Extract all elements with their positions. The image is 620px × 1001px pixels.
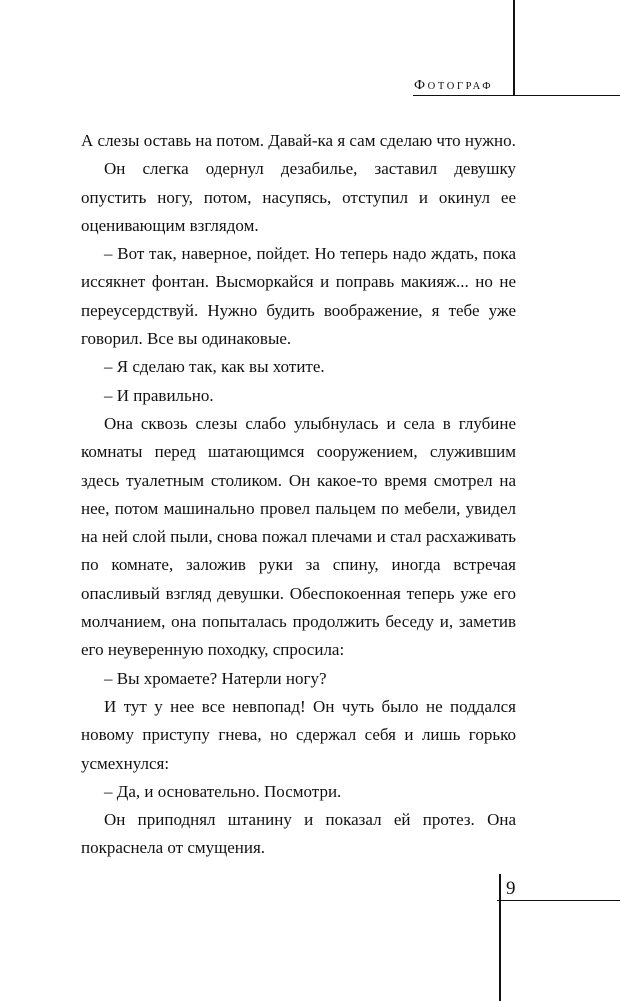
paragraph: Она сквозь слезы слабо улыбнулась и села в глубине комнаты перед шатающимся сооружением, служившим здесь туалетным столиком. Он какое-то время смотрел на нее, потом машинально провел пальцем по мебели, увидел на ней слой пыли, снова пожал плечами и стал расхаживать по комнате, заложив руки за спину, иногда встречая опасливый взгляд девушки. Обеспокоенная теперь уже его молчанием, она попыталась продолжить беседу и, заметив его неуверенную походку, спросила: (81, 413, 516, 660)
body-text (81, 127, 516, 863)
top-vertical-rule (513, 0, 515, 96)
paragraph: – Вот так, наверное, пойдет. Но теперь надо ждать, пока иссякнет фонтан. Высморкайся и поправь макияж... но не переусердствуй. Нужно будить воображение, я тебе уже говорил. Все вы одинаковые. (81, 244, 516, 349)
paragraph: – Да, и основательно. Посмотри. (104, 781, 342, 801)
running-title: ФОТОГРАФ (414, 78, 494, 93)
paragraph: Он приподнял штанину и показал ей протез. Она покраснела от смущения. (81, 810, 516, 858)
footer-rule (497, 900, 620, 901)
paragraph: И тут у нее все невпопад! Он чуть было не поддался новому приступу гнева, но сдержал себя и лишь горько усмехнулся: (81, 696, 516, 773)
paragraph: – Я сделаю так, как вы хотите. (104, 357, 325, 377)
header-rule (413, 95, 620, 96)
paragraph: Он слегка одернул дезабилье, заставил девушку опустить ногу, потом, насупясь, отступил и окинул ее оценивающим взглядом. (81, 159, 516, 235)
paragraph: А слезы оставь на потом. Давай-ка я сам сделаю что нужно. (81, 131, 516, 150)
paragraph: – Вы хромаете? Натерли ногу? (104, 668, 327, 688)
bottom-vertical-rule (499, 874, 501, 1001)
page-number: 9 (506, 878, 516, 899)
paragraph: – И правильно. (104, 385, 214, 405)
